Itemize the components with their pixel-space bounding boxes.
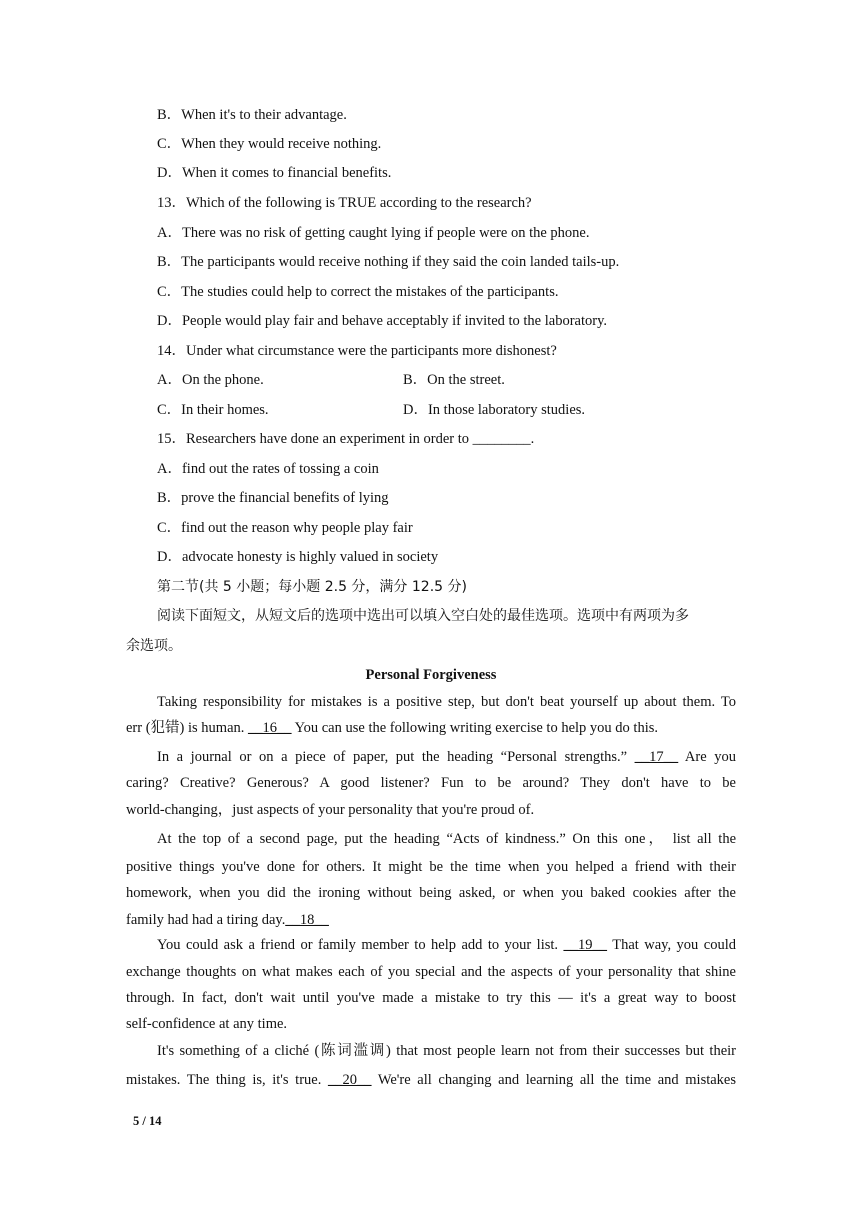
passage-p5-line1: It's something of a cliché (陈词滥调) that most people learn not from their successes but their [157,1043,736,1059]
q14-option-a: A．On the phone. [157,372,264,388]
passage-p4-line3: through. In fact, don't wait until you've made a mistake to try this — it's a great way to boost [126,990,736,1006]
q14-option-d: D．In those laboratory studies. [403,402,586,418]
passage-p3-line1: At the top of a second page, put the heading “Acts of kindness.” On this one， list all the [157,831,736,847]
p2-text-b: Are you [678,749,736,765]
q15-option-c: C．find out the reason why people play fair [157,520,413,536]
passage-p3-line3: homework, when you did the ironing without being asked, or when you baked cookies after the [126,885,736,901]
q12-option-d: D．When it comes to financial benefits. [157,165,392,181]
q13-option-a: A．There was no risk of getting caught lying if people were on the phone. [157,225,590,241]
passage-p3-line4 [126,910,736,930]
blank-16: __16__ [248,720,292,736]
passage-p4-line2: exchange thoughts on what makes each of you special and the aspects of your personality that shine [126,964,736,980]
passage-title: Personal Forgiveness [365,667,497,683]
q14-options-row-2 [157,400,737,420]
passage-p2-line3: world-changing，just aspects of your personality that you're proud of. [126,802,535,818]
q15-stem: 15．Researchers have done an experiment in order to ________. [157,431,535,447]
section2-instruction-line2: 余选项。 [126,638,182,654]
p5-text-a: mistakes. The thing is, it's true. [126,1072,328,1088]
p1-text-a: err (犯错) is human. [126,720,249,736]
p2-text-a: In a journal or on a piece of paper, put the heading “Personal strengths.” [157,749,635,765]
p1-text-b: You can use the following writing exercise to help you do this. [291,720,658,736]
passage-p1-line2 [126,718,736,738]
passage-p4-line1 [157,935,736,955]
p5-text-b: We're all changing and learning all the time and mistakes [371,1072,736,1088]
q12-option-b: B．When it's to their advantage. [157,107,347,123]
p3-text-a: family had had a tiring day. [126,912,286,928]
passage-p5-line2 [126,1070,736,1090]
passage-p4-line4: self-confidence at any time. [126,1016,288,1032]
q14-option-c: C．In their homes. [157,402,269,418]
section2-heading: 第二节(共 5 小题；每小题 2.5 分，满分 12.5 分) [157,579,467,595]
p4-text-b: That way, you could [607,937,736,953]
q13-option-c: C．The studies could help to correct the mistakes of the participants. [157,284,559,300]
q15-option-d: D．advocate honesty is highly valued in society [157,549,439,565]
blank-19: __19__ [563,937,607,953]
q15-option-a: A．find out the rates of tossing a coin [157,461,379,477]
passage-p1-line1: Taking responsibility for mistakes is a positive step, but don't beat yourself up about them. To [157,694,736,710]
blank-17: __17__ [634,749,679,765]
q14-stem: 14．Under what circumstance were the participants more dishonest? [157,343,557,359]
q15-option-b: B．prove the financial benefits of lying [157,490,389,506]
q14-options-row-1 [157,370,737,390]
passage-p2-line2: caring? Creative? Generous? A good listener? Fun to be around? They don't have to be [126,775,736,791]
blank-20: __20__ [327,1072,372,1088]
page-number: 5 / 14 [133,1114,162,1128]
q13-stem: 13．Which of the following is TRUE according to the research? [157,195,532,211]
q13-option-d: D．People would play fair and behave acceptably if invited to the laboratory. [157,313,608,329]
p4-text-a: You could ask a friend or family member to help add to your list. [157,937,564,953]
q12-option-c: C．When they would receive nothing. [157,136,382,152]
blank-18: __18__ [285,912,329,928]
q14-option-b: B．On the street. [403,372,505,388]
q13-option-b: B．The participants would receive nothing if they said the coin landed tails-up. [157,254,620,270]
section2-instruction-line1: 阅读下面短文，从短文后的选项中选出可以填入空白处的最佳选项。选项中有两项为多 [157,608,689,624]
passage-p3-line2: positive things you've done for others. It might be the time when you helped a friend with their [126,859,736,875]
passage-p2-line1 [157,747,736,767]
